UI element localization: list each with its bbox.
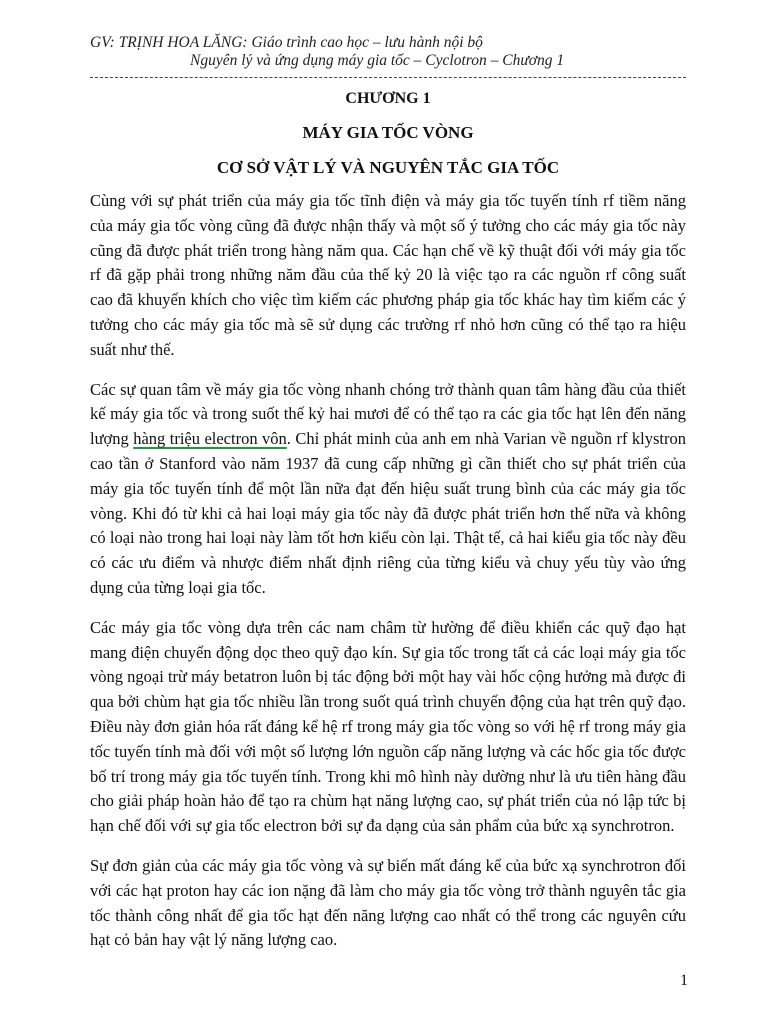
chapter-title: MÁY GIA TỐC VÒNG bbox=[302, 123, 474, 142]
paragraph-2-text-start: Các sự quan tâm về máy gia tốc vòng nhanh chóng trở thành quan tâm hàng đầu của thiết kế máy gia tốc và trong suốt thế kỷ hai mươi để có thể tạo ra các gia tốc hạt lên đến năng lượng bbox=[90, 379, 686, 449]
page-number: 1 bbox=[680, 972, 688, 989]
underlined-term-link[interactable]: hàng triệu electron vôn bbox=[133, 429, 287, 449]
paragraph-2-text-end: . Chỉ phát minh của anh em nhà Varian về nguồn rf klystron cao tần ở Stanford vào năm 1937 đã cung cấp những gì cần thiết cho sự phát triển của máy gia tốc tuyến tính để một lần nữa đạt đến hiệu suất trung bình của các máy gia tốc vòng. Khi đó từ khi cả hai loại máy gia tốc này đã được phát triển hơn thế nữa và không có loại nào trong hai loại này làm tốt hơn kiểu còn lại. Thật tế, cả hai kiểu gia tốc này đều có các ưu điểm và nhược điểm nhất định riêng của từng kiểu và chuy yếu tùy vào ứng dụng của từng loại gia tốc. bbox=[90, 429, 686, 597]
paragraph-2 bbox=[90, 378, 686, 601]
header-book-line: Nguyên lý và ứng dụng máy gia tốc – Cyclotron – Chương 1 bbox=[190, 52, 565, 69]
paragraph-3: Các máy gia tốc vòng dựa trên các nam châm từ hường để điều khiển các quỹ đạo hạt mang điện chuyển động dọc theo quỹ đạo kín. Sự gia tốc trong tất cả các loại máy gia tốc vòng ngoại trừ máy betatron luôn bị tác động bởi một hay vài hốc cộng hưởng mà được đi qua bởi chùm hạt gia tốc nhiều lần trong suốt quá trình chuyển động của hạt trên quỹ đạo. Điều này đơn giản hóa rất đáng kể hệ rf trong máy gia tốc vòng so với hệ rf trong máy gia tốc tuyến tính mà đối với một số lượng lớn nguồn cấp năng lượng và các hốc gia tốc được bố trí trong máy gia tốc tuyến tính. Trong khi mô hình này dường như là ưu tiên hàng đầu cho giải pháp hoàn hảo để tạo ra chùm hạt năng lượng cao, sự phát triển của nó lập tức bị hạn chế đối với sự gia tốc electron bởi sự đa dạng của sản phẩm của bức xạ synchrotron. bbox=[90, 617, 686, 836]
paragraph-4: Sự đơn giản của các máy gia tốc vòng và sự biến mất đáng kể của bức xạ synchrotron đối với các hạt proton hay các ion nặng đã làm cho máy gia tốc vòng trở thành nguyên tắc gia tốc thành công nhất để gia tốc hạt đến năng lượng cao nhất có thể trong các nguyên cứu hạt cỏ bản hay vật lý năng lượng cao. bbox=[90, 855, 686, 950]
chapter-subtitle: CƠ SỞ VẬT LÝ VÀ NGUYÊN TẮC GIA TỐC bbox=[216, 158, 560, 177]
chapter-label: CHƯƠNG 1 bbox=[345, 90, 431, 107]
body-text bbox=[90, 189, 686, 968]
header-divider bbox=[90, 77, 686, 78]
paragraph-1: Cùng với sự phát triển của máy gia tốc tĩnh điện và máy gia tốc tuyến tính rf tiềm năng của máy gia tốc vòng cũng đã được nhận thấy và một số ý tưởng cho các máy gia tốc này cũng đã được phát triển trong hàng năm qua. Các hạn chế về kỹ thuật đối với máy gia tốc rf đã gặp phải trong những năm đầu của thế kỷ 20 là việc tạo ra các nguồn rf công suất cao đã khuyến khích cho việc tìm kiếm các phương pháp gia tốc khác hay tìm kiếm các ý tưởng cho các máy gia tốc mà sẽ sử dụng các trường rf nhỏ hơn cũng có thể tạo ra hiệu suất như thế. bbox=[90, 191, 686, 359]
header-author-line: GV: TRỊNH HOA LĂNG: Giáo trình cao học – lưu hành nội bộ bbox=[90, 34, 483, 51]
